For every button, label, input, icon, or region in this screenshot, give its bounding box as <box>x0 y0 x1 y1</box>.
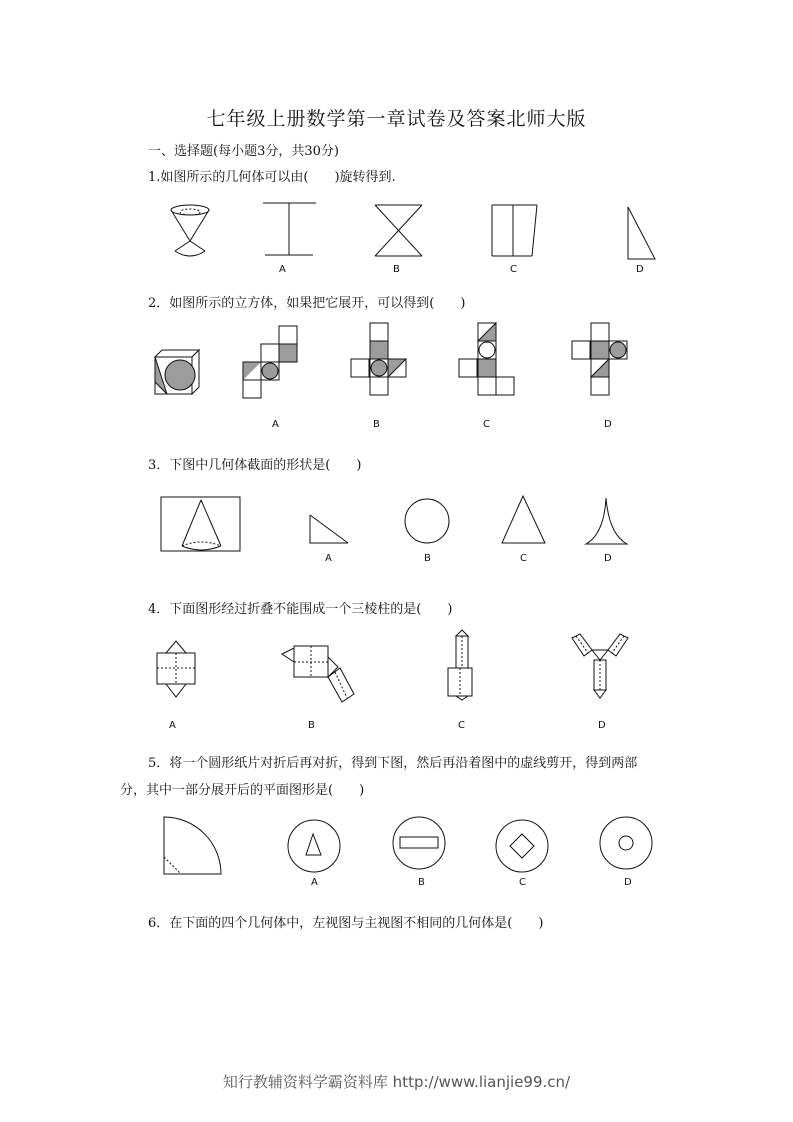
question-5-text-line1: 5．将一个圆形纸片对折后再对折，得到下图，然后再沿着图中的虚线剪开，得到两部 <box>148 756 638 771</box>
q4-option-d-label: D <box>598 720 606 731</box>
q4-option-b-label: B <box>308 720 315 731</box>
q4-option-c-label: C <box>458 720 465 731</box>
question-1-text: 1.如图所示的几何体可以由( )旋转得到. <box>148 170 396 185</box>
q5-option-a-label: A <box>311 877 318 888</box>
q5-option-d-figure <box>598 815 654 871</box>
q1-option-b-figure <box>372 202 424 258</box>
q3-option-a-figure <box>308 513 352 545</box>
question-3-text: 3．下图中几何体截面的形状是( ) <box>148 458 362 473</box>
q1-option-c-figure <box>489 202 539 258</box>
question-6-text: 6．在下面的四个几何体中，左视图与主视图不相同的几何体是( ) <box>148 916 544 931</box>
q1-option-a-label: A <box>279 264 286 275</box>
q4-option-c-net <box>444 628 480 702</box>
q2-option-d-net <box>571 322 633 398</box>
q5-option-b-figure <box>391 815 447 871</box>
q5-option-c-figure <box>494 818 550 874</box>
q4-option-a-net <box>155 639 197 699</box>
q3-cone-section-figure <box>160 496 242 554</box>
section-heading: 一、选择题(每小题3分，共30分) <box>148 144 339 159</box>
q4-option-b-net <box>280 642 356 704</box>
q3-option-c-figure <box>500 494 548 546</box>
q2-option-c-net <box>458 322 520 398</box>
q1-option-d-label: D <box>636 264 644 275</box>
q4-option-a-label: A <box>169 720 176 731</box>
q1-option-d-figure <box>625 205 659 261</box>
q4-option-d-net <box>566 634 634 700</box>
footer-watermark: 知行教辅资料学霸资料库 http://www.lianjie99.cn/ <box>222 1073 571 1091</box>
q5-option-a-figure <box>286 818 342 874</box>
question-4-text: 4．下面图形经过折叠不能围成一个三棱柱的是( ) <box>148 602 453 617</box>
q2-option-b-label: B <box>373 419 380 430</box>
q1-solid-figure <box>165 203 215 261</box>
q3-option-d-label: D <box>604 553 612 564</box>
q3-option-b-label: B <box>424 553 431 564</box>
q2-option-a-net <box>242 325 302 400</box>
q2-option-b-net <box>350 322 410 402</box>
question-2-text: 2．如图所示的立方体，如果把它展开，可以得到( ) <box>148 296 466 311</box>
q5-option-d-label: D <box>624 877 632 888</box>
q3-option-d-figure <box>584 496 630 546</box>
question-5-text-line2: 分，其中一部分展开后的平面图形是( ) <box>120 783 365 798</box>
q5-option-b-label: B <box>418 877 425 888</box>
q5-option-c-label: C <box>519 877 526 888</box>
q1-option-b-label: B <box>393 264 400 275</box>
q2-option-c-label: C <box>483 419 490 430</box>
page-title: 七年级上册数学第一章试卷及答案北师大版 <box>206 108 587 130</box>
q5-folded-paper-figure <box>161 815 223 877</box>
q2-cube-figure <box>152 347 202 397</box>
q1-option-c-label: C <box>510 264 517 275</box>
q2-option-d-label: D <box>604 419 612 430</box>
q3-option-c-label: C <box>520 553 527 564</box>
q3-option-b-figure <box>403 497 451 545</box>
q1-option-a-figure <box>262 200 318 258</box>
q2-option-a-label: A <box>272 419 279 430</box>
q3-option-a-label: A <box>325 553 332 564</box>
